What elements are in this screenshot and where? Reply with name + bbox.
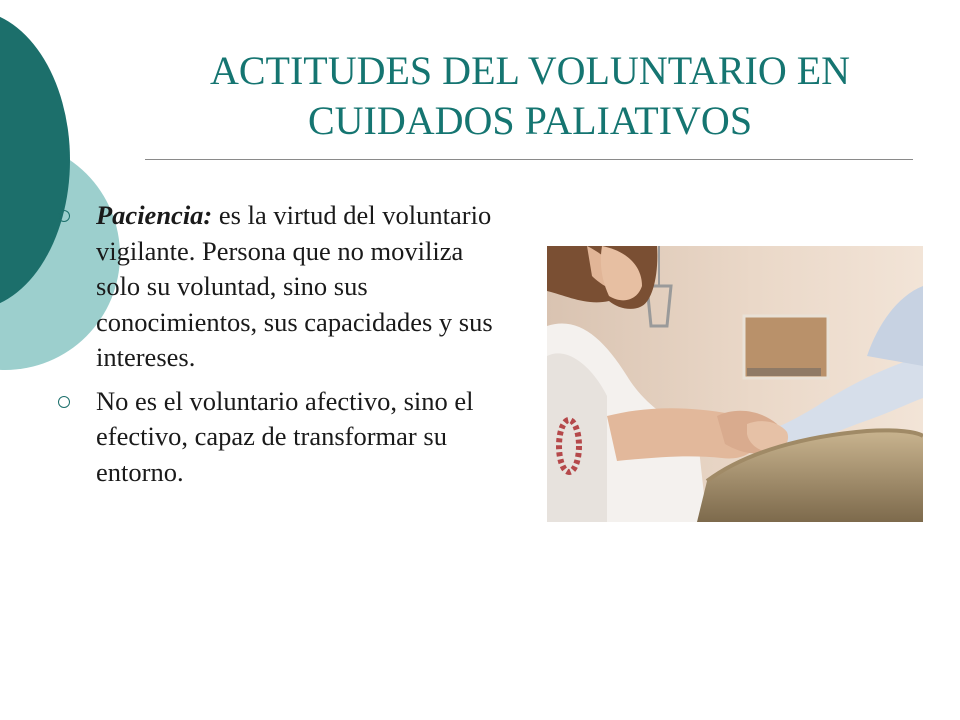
bullet-item-paciencia [58,198,498,376]
bullet-text: es la virtud del voluntario vigilante. Persona que no moviliza solo su voluntad, sino sus conocimientos, sus capacidades y sus intereses. [96,200,493,372]
bullet-text: No es el voluntario afectivo, sino el efectivo, capaz de transformar su entorno. [96,385,474,487]
bullet-term: Paciencia: [96,200,213,230]
bullet-item-efectivo [58,384,498,491]
caregiver-holding-hand-illustration [547,246,923,522]
caregiver-photo [547,246,923,522]
bullet-list [58,198,498,498]
title-divider [145,159,913,160]
bullet-circle-icon [58,396,70,408]
slide-title: ACTITUDES DEL VOLUNTARIO EN CUIDADOS PALIATIVOS [209,48,851,143]
bullet-circle-icon [58,210,70,222]
